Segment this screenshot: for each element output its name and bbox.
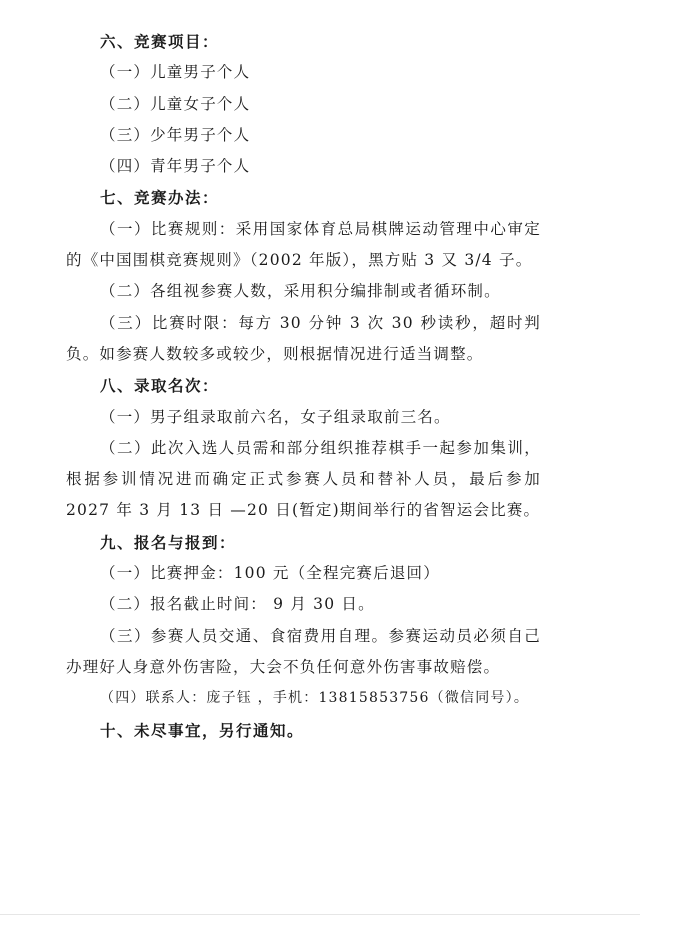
method-grouping: （二）各组视参赛人数，采用积分编排制或者循环制。 xyxy=(100,282,501,301)
ranking-item-2-line-3: 2027 年 3 月 13 日 —20 日(暂定)期间举行的省智运会比赛。 xyxy=(66,501,541,520)
method-time-limit-line-1: （三）比赛时限：每方 30 分钟 3 次 30 秒读秒，超时判 xyxy=(100,313,541,332)
section-heading-misc: 十、未尽事宜，另行通知。 xyxy=(100,720,305,740)
event-item-4: （四）青年男子个人 xyxy=(100,157,251,176)
registration-contact: （四）联系人：庞子钰 ，手机：13815853756（微信同号）。 xyxy=(100,690,530,707)
method-rules-line-1: （一）比赛规则：采用国家体育总局棋牌运动管理中心审定 xyxy=(100,219,541,238)
event-item-1: （一）儿童男子个人 xyxy=(100,63,251,82)
event-item-3: （三）少年男子个人 xyxy=(100,125,251,144)
method-time-limit-line-2: 负。如参赛人数较多或较少，则根据情况进行适当调整。 xyxy=(66,344,484,363)
registration-expenses-line-2: 办理好人身意外伤害险，大会不负任何意外伤害事故赔偿。 xyxy=(66,657,501,676)
section-heading-registration: 九、报名与报到： xyxy=(100,532,237,552)
ranking-item-2-line-1: （二）此次入选人员需和部分组织推荐棋手一起参加集训， xyxy=(100,438,541,457)
ranking-item-1: （一）男子组录取前六名，女子组录取前三名。 xyxy=(100,407,451,426)
document-body xyxy=(66,26,541,746)
registration-deadline: （二）报名截止时间： 9 月 30 日。 xyxy=(100,595,375,614)
registration-deposit: （一）比赛押金：100 元（全程完赛后退回） xyxy=(100,564,440,583)
section-heading-competition-methods: 七、竞赛办法： xyxy=(100,188,220,208)
registration-expenses-line-1: （三）参赛人员交通、食宿费用自理。参赛运动员必须自己 xyxy=(100,626,541,645)
section-heading-rankings: 八、录取名次： xyxy=(100,376,220,396)
section-heading-competition-events: 六、竞赛项目： xyxy=(100,32,220,51)
event-item-2: （二）儿童女子个人 xyxy=(100,94,251,113)
ranking-item-2-line-2: 根据参训情况进而确定正式参赛人员和替补人员，最后参加 xyxy=(66,470,541,489)
method-rules-line-2: 的《中国围棋竞赛规则》（2002 年版），黑方贴 3 又 3/4 子。 xyxy=(66,251,533,270)
page-bottom-divider xyxy=(0,914,640,915)
